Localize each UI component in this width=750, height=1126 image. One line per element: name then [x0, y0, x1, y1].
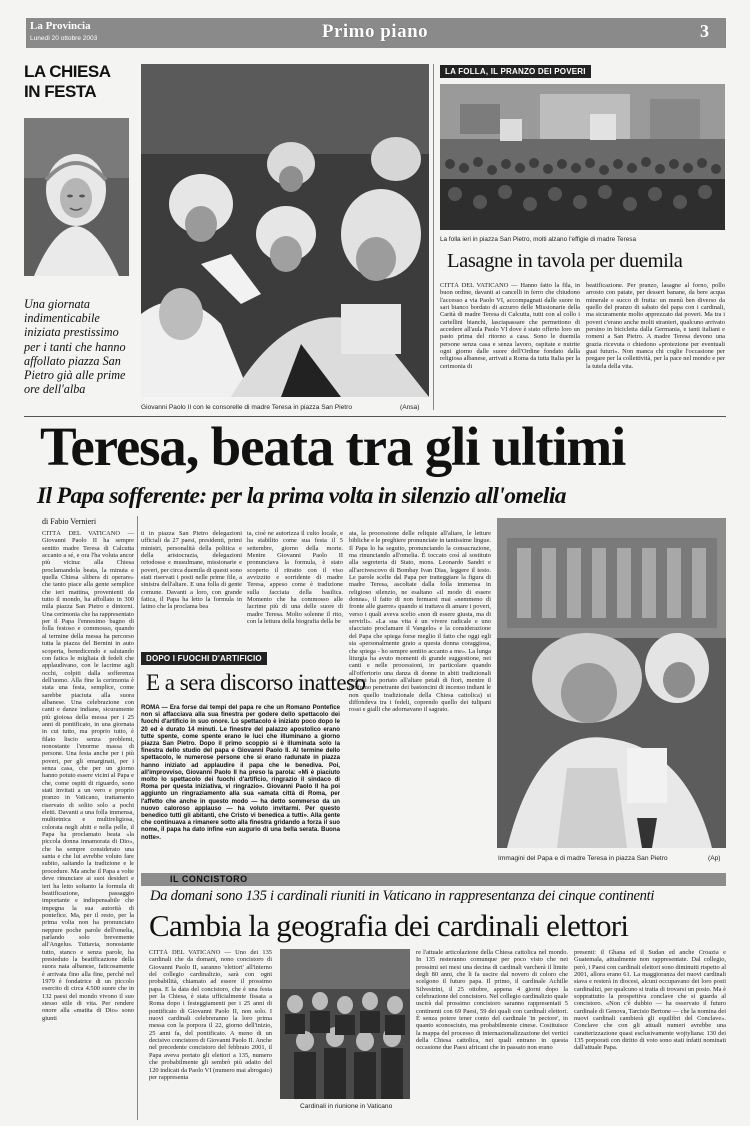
top-photo-credit: (Ansa)	[400, 404, 420, 411]
main-col4: ata, la processione delle reliquie all'altare, le letture bibliche e le preghiere pronunciate in tantissime lingue. Il Papa lo ha seguito, pronunciando la consacrazione, ma rinunciando all'omelia. È toccato così al sostituto alla segreteria di Stato, mons. Leonardo Sandri e all'arcivescovo di Bombay Ivan Dias, leggere il testo. Le parole scelte dal Papa per tratteggiare la figura di madre Teresa, ascoltate dalla folla immensa in religioso silenzio, ne esaltano «il modo di essere donna», il fatto di non fermarsi mai «nemmeno di fronte alle guerre» quando si trattava di amare i poveri, verso i quali aveva scelto «non di essere giusta, ma di servirli». «La sua vita è un vivere radicale e uno sfacciato proclamare il Vangelo» e la considerazione del Papa che spiega forse meglio il fatto che oggi egli sia «personalmente grato a questa donna coraggiosa, che spiega - ho sempre sentito accanto a me». La lunga liturgia ha avuto momenti di grande suggestione, nei canti e nelle processioni, in particolare quando all'offertorio una danza di donne in abiti tradizionali indiani ha portato all'altare petali di fiori, mentre il profumo penetrante dei bastoncini di incenso indiani le non quello tradizionale della Chiesa cattolica) si diffondeva tra i fedeli, coprendo quello dei tulipani rossi e gialli che adornavano il sagrato.	[349, 530, 491, 714]
consistory-label: IL CONCISTORO	[170, 874, 248, 884]
crowd-story-col2: beatificazione. Per pranzo, lasagne al forno, pollo arrosto con patate, per dessert banane, da bere acqua minerale e succo di frutta: un menù ben diverso da quello del pranzo di sabato del papa con i cardinali, ma sicuramente molto apprezzato dai poveri. Ma tra i poveri c'erano anche molti stranieri, qualcuno arrivato persino in bicicletta dalla Germania, e tanti italiani e romeni a San Pietro. A madre Teresa devono una grazia ricevuta o chiedono «protezione per eventuali guai futuri». Non manca chi coglie l'occasione per pregare per la collettività, per la pace nel mondo e per la tutela della vita.	[586, 282, 725, 370]
consistory-col2: re l'attuale articolazione della Chiesa cattolica nel mondo. In 135 resteranno comunque per poco visto che nei prossimi sei mesi una decina di cardinali varcherà il limite degli 80 anni, che li fa uscire dal novero di coloro che scelgono il futuro papa. Il primo, il cardinale Achille Silvestrini, il 25 ottobre, appena 4 giorni dopo la celebrazione del concistoro. Nel collegio cardinalizio quale uscirà dal prossimo concistoro saranno rappresentati 5 continenti con 69 Paesi, 59 dei quali con cardinali elettori. È senza potere tener conto del cardinale 'in pectore', in quanto sconosciuto, ma probabilmente cinese. Costituisce la mappa del processo di internazionalizzazione dei vertici della Chiesa cattolica, nei quali entrano in questa occasione due Paesi africani che in passato non erano	[416, 949, 568, 1052]
consistory-col1: CITTÀ DEL VATICANO — Uno dei 135 cardinali che da domani, nono concistoro di Giovanni Paolo II, saranno 'elettori' all'interno del collegio cardinalizio, sarà con ogni probabilità, chiamato ad essere il prossimo papa. E la data del concistoro, che è una festa per la Chiesa, è stata ufficialmente fissata a Roma dopo i festeggiamenti per i 25 anni di pontificato di Giovanni Paolo II, non solo. I nuovi cardinali celebreranno la loro prima messa con la porpora il 22, giorno dell'inizio, 25 anni fa, del pontificato. A meno di un decisivo concistoro di Giovanni Paolo II. Anche nel precedente concistoro del febbraio 2001, il Papa aveva portato gli elettori a 135, numero che probabilmente gli sembrò più adatto del 120 indicati da Paolo VI (numero mai abrogato) per rappresenta	[149, 949, 272, 1081]
crowd-story-headline: Lasagne in tavola per duemila	[447, 250, 683, 272]
consistory-subheadline: Da domani sono 135 i cardinali riuniti in Vaticano in rappresentanza dei cinque continenti	[150, 888, 655, 904]
page-number: 3	[700, 21, 709, 41]
crowd-story-col1: CITTÀ DEL VATICANO — Hanno fatto la fila, in buon ordine, davanti ai cancelli in ferro che chiudono l'accesso a via Paolo VI, accompagnati dalle suore in sari bianco bordato di azzurro delle Missionarie della Carità di madre Teresa di Calcutta, tutti con al collo i cartellini bianchi, lasciapassare che permettono di accedere all'aula Paolo VI dove è stato offerto loro un pasto prima del ritorno a casa. Sono le duemila persone senza casa e senza lavoro, ospitate e nutrite ogni giorno dalle suore dell'Ordine fondato dalla religiosa albanese, arrivati a Roma da tutta Italia per la cerimonia di	[440, 282, 580, 370]
fireworks-story-body: ROMA — Era forse dai tempi del papa re che un Romano Pontefice non si affacciava alla sua finestra per godere dello spettacolo dei fuochi d'artificio in suo onore. Lo spettacolo è iniziato poco dopo le 20 ed è durato 14 minuti. Le finestre del palazzo apostolico erano tutte spente, come spente erano le luci che illuminano a giorno piazza San Pietro. Dopo il primo scoppio si è illuminata solo la finestra dello studio del papa e Giovanni Paolo II. Al termine dello spettacolo, le numerose persone che si erano radunate in piazza hanno iniziato ad applaudire il papa che le benediva. Poi, all'improvviso, Giovanni Paolo II ha preso la parola: «Mi è piaciuto molto lo spettacolo dei fuochi d'artificio, ringrazio il sindaco di Roma per questa iniziativa, vi ringrazio». Giovanni Paolo II ha poi aggiunto un ringraziamento alla sua «amata città di Roma, per l'affetto che anche in questo modo — ha detto sommerso da un nuovo caloroso applauso — ha voluto invitarmi. Per questo benedico tutti gli abitanti, che Cristo vi benedica a tutti». Alla gente che continuava a rimanere sotto alla finestra gridando a forza il suo nome, il papa ha dato infine «un augurio di una bella serata. Buona notte».	[141, 704, 340, 841]
right-photo-credit: (Ap)	[708, 855, 721, 862]
main-col-divider	[137, 516, 138, 1120]
left-story-title-line1: LA CHIESA	[24, 62, 111, 81]
paper-name: La Provincia	[30, 20, 91, 32]
consistory-col3: presenti: il Ghana ed il Sudan ed anche Croazia e Guatemala, attualmente non rappresentate. Dal collegio, però, i Paesi con cardinali elettori sono diminuiti rispetto al 2001, allora erano 61. La maggioranza dei nuovi cardinali stava e resterà in diocesi, alcuni occupavano dei loro posti cardinalizi, per qualcuno si tratta di trovarsi un posto. Ma è sopprattutto la prospettiva conclave che si guarda al concistoro. «Non c'è dubbio — ha osservato il futuro cardinale di Genova, Tarcisio Bertone — che la nomina dei nuovi cardinali cambierà gli equilibri del Conclave». Conclave che con gli attuali numeri avrebbe una caratterizzazione quasi esclusivamente wojtyliana: 130 dei 135 porporati con diritto di voto sono stati infatti nominati dall'attuale Papa.	[574, 949, 726, 1052]
main-headline: Teresa, beata tra gli ultimi	[40, 416, 626, 477]
consistory-headline: Cambia la geografia dei cardinali elettori	[149, 908, 629, 943]
main-col3: ta, cioè ne autorizza il culto locale, e ha stabilito come sua festa il 5 settembre, giorno della morte. Mentre Giovanni Paolo II pronunciava la formula, è stato scoperto il ritratto con il viso avvizzito e sorridente di madre Teresa, appeso come è tradizione sulla facciata della basilica. Momento che ha commosso alle lacrime più di una delle suore di madre Teresa. Molto solenne il rito, con la lettura della biografia della be	[247, 530, 343, 626]
issue-date: Lunedì 20 ottobre 2003	[30, 35, 98, 42]
section-title: Primo piano	[321, 21, 429, 42]
crowd-photo-caption: La folla ieri in piazza San Pietro, molti alzano l'effigie di madre Teresa	[440, 236, 637, 243]
top-photo-pope-with-nuns	[141, 64, 429, 397]
main-col2: ti in piazza San Pietro delegazioni ufficiali da 27 paesi, presidenti, primi ministri, personalità della politica e della aristocrazia, delegazioni ortodosse e musulmane, missionarie e poveri, per circa duemila di questi sono stati riservati i posti nelle prime file, a sinistra dell'altare. E una folla di gente comune. Davanti a loro, con grande fatica, il Papa ha letto la formula in latino che la proclama bea	[141, 530, 242, 611]
crowd-photo	[440, 84, 725, 230]
main-col1: CITTÀ DEL VATICANO — Giovanni Paolo II ha sempre sentito madre Teresa di Calcutta accanto a sé, e ora l'ha voluta ancor più vicina: alla Chiesa proclamandola beata, la minuta e quella Chiesa «libera di operare» che tanto piace alla gente semplice che ieri mattina, provenienti da tutto il mondo, ha affollato in 300 mila piazza San Pietro e dintorni. Una cerimonia che ha rappresentato per il Papa l'ennesimo bagno di folla festoso e commosso, quando al termine della messa ha percorso tutta la piazza del Bernini in auto scoperta, benedicendo e salutando con fatica le migliaia di fedeli che applaudivano, con le lacrime agli occhi, colpiti dalla sofferenza dell'uomo. Alla fine la cerimonia è stata una festa, semplice, come sarebbe piaciuta alla suora albanese. Una celebrazione con canti e danze indiane, sicuramente più gioiosa della messa per i 25 anni di pontificato, in una giornata in cui tutto, ma proprio tutto, è filato liscio senza problemi, nonostante l'enorme massa di persone. Una festa anche per i più poveri, per gli emarginati, per i senza casa, che per un giorno hanno potuto essere vicini al Papa e che, come ospiti di riguardo, sono stati invitati a un vero e proprio pranzo in Vaticano, trattamento riservato di solito solo a pochi eletti. Davanti a una folla immensa, multietnica e multireligiosa, colorata negli abiti e nella pelle, il Papa ha proclamato beata «la piccola donna innamorata di Dio», che ha sempre considerato una santa e che lui avrebbe voluto fare subito, saltando la tradizione e le procedure. Ma anche il Papa a volte deve rinunciare ai suoi desideri e ieri ha letto soltanto la formula di beatificazione, passaggio importante e indispensabile che impegna la sua autorità di pontefice. Ma, per il resto, per la prima volta non ha pronunciato neppure poche parole dell'omelia, parlando solo brevemente all'Angelus. Tuttavia, nonostante tutto, stanco e senza parole, ha presieduto la beatificazione della suora nata albanese, faticosamente è arrivata fino alla fine, perché nel 1979 è fondatrice di un piccolo esercito di circa 4.500 suore che in 132 paesi del mondo vivono il suo stesso stile di vita. Per rendere onore alla «matita di Dio» sono giunti	[42, 530, 134, 1022]
main-subheadline: Il Papa sofferente: per la prima volta in silenzio all'omelia	[37, 483, 566, 509]
cardinals-photo-caption: Cardinali in riunione in Vaticano	[300, 1103, 393, 1110]
fireworks-story-label: DOPO I FUOCHI D'ARTIFICIO	[141, 652, 267, 665]
cardinals-photo	[280, 949, 410, 1099]
crowd-story-divider	[433, 64, 434, 410]
fireworks-story-headline: E a sera discorso inatteso	[146, 670, 366, 695]
right-photo-caption: Immagini del Papa e di madre Teresa in piazza San Pietro	[498, 855, 668, 862]
right-photo-pope-and-teresa	[497, 518, 726, 848]
mother-teresa-portrait	[24, 118, 129, 276]
top-photo-caption: Giovanni Paolo II con le consorelle di madre Teresa in piazza San Pietro	[141, 404, 352, 411]
left-story-title-line2: IN FESTA	[24, 82, 97, 101]
left-story-teaser: Una giornata indimenticabile iniziata prestissimo per i tanti che hanno affollato piazza San Pietro già alle prime ore dell'alba	[24, 297, 126, 397]
crowd-story-label: LA FOLLA, IL PRANZO DEI POVERI	[440, 65, 591, 78]
main-byline: di Fabio Vernieri	[42, 517, 97, 526]
